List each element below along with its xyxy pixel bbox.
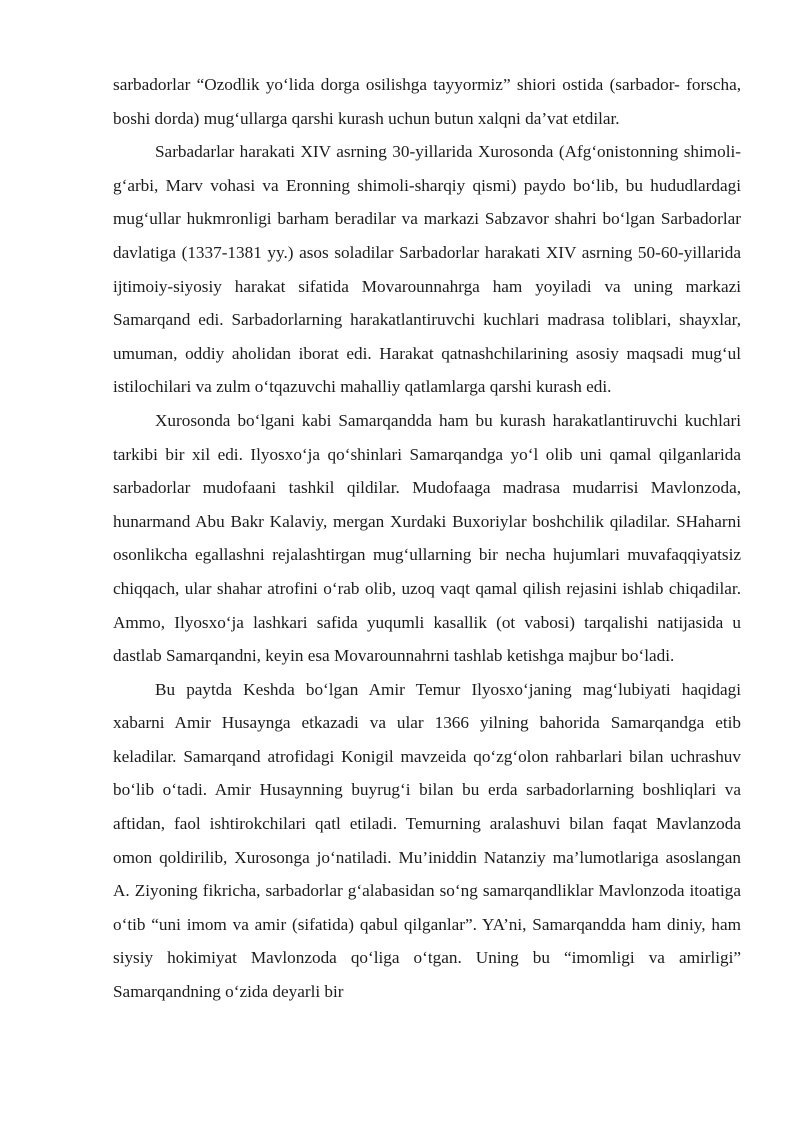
paragraph-samarqand-defense: Xurosonda bo‘lgani kabi Samarqandda ham bu kurash harakatlantiruvchi kuchlari tarkibi bir xil edi. Ilyosxo‘ja qo‘shinlari Samarqandga yo‘l olib uni qamal qilganlarida sarbadorlar mudofaani tashkil qildilar. Mudofaaga madrasa mudarrisi Mavlonzoda, hunarmand Abu Bakr Kalaviy, mergan Xurdaki Buxoriylar boshchilik qiladilar. SHaharni osonlikcha egallashni rejalashtirgan mug‘ullarning bir necha hujumlari muvafaqqiyatsiz chiqqach, ular shahar atrofini o‘rab olib, uzoq vaqt qamal qilish rejasini ishlab chiqadilar. Ammo, Ilyosxo‘ja lashkari safida yuqumli kasallik (ot vabosi) tarqalishi natijasida u dastlab Samarqandni, keyin esa Movarounnahrni tashlab ketishga majbur bo‘ladi. (113, 410, 741, 666)
paragraph-continuation: sarbadorlar “Ozodlik yo‘lida dorga osilishga tayyormiz” shiori ostida (sarbador- forscha, boshi dorda) mug‘ullarga qarshi kurash uchun butun xalqni da’vat etdilar. (113, 75, 741, 128)
document-page (113, 68, 741, 1009)
paragraph-sarbadorlar-movement: Sarbadarlar harakati XIV asrning 30-yillarida Xurosonda (Afg‘onistonning shimoli-g‘arbi, Marv vohasi va Eronning shimoli-sharqiy qismi) paydo bo‘lib, bu hududlardagi mug‘ullar hukmronligi barham beradilar va markazi Sabzavor shahri bo‘lgan Sarbadorlar davlatiga (1337-1381 yy.) asos soladilar Sarbadorlar harakati XIV asrning 50-60-yillarida ijtimoiy-siyosiy harakat sifatida Movarounnahrga ham yoyiladi va uning markazi Samarqand edi. Sarbadorlarning harakatlantiruvchi kuchlari madrasa toliblari, shayxlar, umuman, oddiy aholidan iborat edi. Harakat qatnashchilarining asosiy maqsadi mug‘ul istilochilari va zulm o‘tqazuvchi mahalliy qatlamlarga qarshi kurash edi. (113, 142, 741, 397)
paragraph-amir-temur: Bu paytda Keshda bo‘lgan Amir Temur Ilyosxo‘janing mag‘lubiyati haqidagi xabarni Amir Husaynga etkazadi va ular 1366 yilning bahorida Samarqandga etib keladilar. Samarqand atrofidagi Konigil mavzeida qo‘zg‘olon rahbarlari bilan uchrashuv bo‘lib o‘tadi. Amir Husaynning buyrug‘i bilan bu erda sarbadorlarning boshliqlari va aftidan, faol ishtirokchilari qatl etiladi. Temurning aralashuvi bilan faqat Mavlanzoda omon qoldirilib, Xurosonga jo‘natiladi. Mu’iniddin Natanziy ma’lumotlariga asoslangan A. Ziyoning fikricha, sarbadorlar g‘alabasidan so‘ng samarqandliklar Mavlonzoda itoatiga o‘tib “uni imom va amir (sifatida) qabul qilganlar”. YA’ni, Samarqandda ham diniy, ham siysiy hokimiyat Mavlonzoda qo‘liga o‘tgan. Uning bu “imomligi va amirligi” Samarqandning o‘zida deyarli bir (113, 679, 741, 1002)
